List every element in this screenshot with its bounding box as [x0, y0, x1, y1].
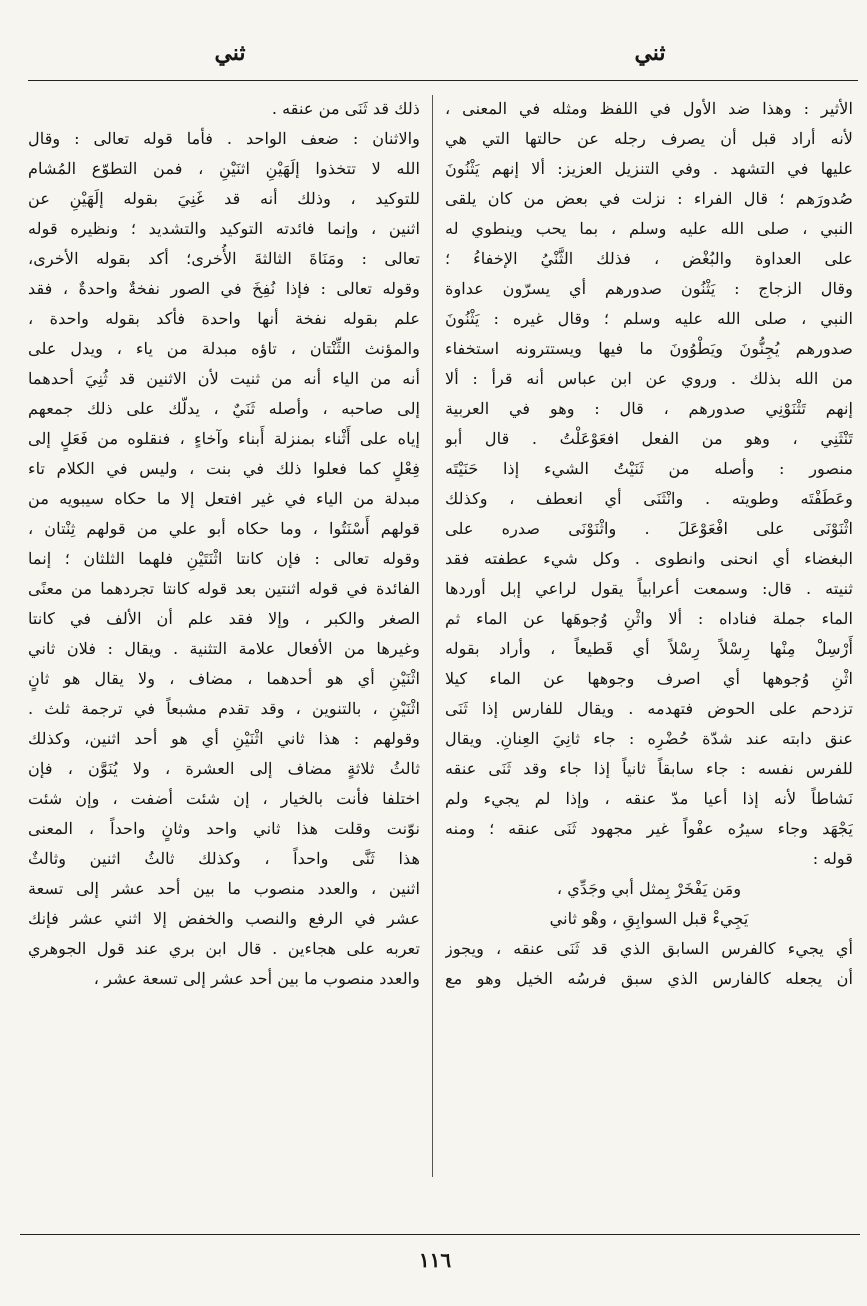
footer-rule — [20, 1234, 860, 1235]
column-divider — [432, 95, 433, 1177]
text-line: الأثير : وهذا ضد الأول في اللفظ ومثله في المعنى ، — [445, 99, 853, 118]
text-line: عشر في الرفع والنصب والخفض إلا اثني عشر فإنك — [28, 909, 420, 928]
text-line: والاثنان : ضعف الواحد . فأما قوله تعالى : وقال — [28, 129, 420, 148]
text-line: نَشاطاً لأنه إذا أعيا مدّ عنقه ، وإذا لم يجيء ولم — [445, 789, 853, 808]
text-line: تعالى : ومَنَاةَ الثالثةَ الأُخرى؛ أكد بقوله الأخرى، — [28, 249, 420, 268]
text-line: الصغر والكبر ، وإلا فقد علم أن الألف في كانتا — [28, 609, 420, 628]
text-line: إلى صاحبه ، وأصله ثَنَيٌ ، يدلّك على ذلك جمعهم — [28, 399, 420, 418]
text-line: علم بقوله نفخة أنها واحدة فأكد بقوله واحدة ، — [28, 309, 420, 328]
text-line: ثنيته . قال: وسمعت أعرابياً يقول لراعي إبل أوردها — [445, 579, 853, 598]
text-line: هذا ثَنَّى واحداً ، وكذلك ثالثُ اثنين وثالثٌ — [28, 849, 420, 868]
text-line: إياه على أَثْناء بمنزلة أَبناء وآخاءٍ ، فنقلوه من فَعَلٍ إلى — [28, 429, 420, 448]
right-column — [445, 94, 853, 994]
text-line: قولهم أَسْنَتُوا ، وما حكاه أبو علي من قولهم ثِنْتان ، — [28, 519, 420, 538]
text-line: نوّنت وقلت هذا ثاني واحد وثانٍ واحداً ، المعنى — [28, 819, 420, 838]
header-rule — [28, 80, 858, 81]
text-line: الماء جملة فناداه : ألا واثْنِ وُجوهَها عن الماء ثم — [445, 609, 853, 628]
text-line: أن يجعله كالفارس الذي سبق فرسُه الخيل وهو مع — [445, 969, 853, 988]
text-line: للتوكيد ، وذلك أنه قد غَنِيَ بقوله إلَهَيْنِ عن — [28, 189, 420, 208]
text-line: وقولهم : هذا ثاني اثْنَيْنِ أي هو أحد اثنين، وكذلك — [28, 729, 420, 748]
text-line: اثْنَيْنِ أي هو أحدهما ، مضاف ، ولا يقال هو ثانٍ — [28, 669, 420, 688]
text-line: عنق دابته عند شدّة حُضْرِه : جاء ثانِيَ العِنانِ. ويقال — [445, 729, 853, 748]
text-line: فِعْلٍ كما فعلوا ذلك في بنت ، وليس في الكلام تاء — [28, 459, 420, 478]
text-line: النبي ، صلى الله عليه وسلم ، بما يحب وينطوي له — [445, 219, 853, 238]
text-line: وغيرها من الأفعال علامة التثنية . ويقال : فلان ثاني — [28, 639, 420, 658]
text-line: من الله بذلك . وروي عن ابن عباس أنه قرأ : ألا — [445, 369, 853, 388]
text-line: اختلفا فأنت بالخيار ، إن شئت أضفت ، وإن شئت — [28, 789, 420, 808]
left-column — [28, 94, 420, 994]
verse-line: ومَن يَفْخَرْ بِمثل أبي وجَدِّي ، — [556, 879, 742, 898]
text-line: تعربه على هجاءين . قال ابن بري عند قول الجوهري — [28, 939, 420, 958]
text-line: اثْنَوْنَى على افْعَوْعَلَ . واثْنَوْنَى صدره على — [445, 519, 853, 538]
text-line: النبي ، صلى الله عليه وسلم ؛ وقال غيره : يَثْنُونَ — [445, 309, 853, 328]
page-number: ١١٦ — [418, 1248, 452, 1272]
text-line: والمؤنث الثِّنْتان ، تاؤه مبدلة من ياء ، ويدل على — [28, 339, 420, 358]
text-line: تَنْثَنِي ، وهو من الفعل افعَوْعَلْتُ . قال أبو — [445, 429, 853, 448]
text-line: الفائدة في قوله اثنتين بعد قوله كانتا تجردهما من معنًى — [28, 579, 420, 598]
verse-line: يَجِيءْ قبل السوابِقِ ، وهْو ثاني — [549, 909, 749, 928]
text-line: اثنين ، والعدد منصوب ما بين أحد عشر إلى تسعة — [28, 879, 420, 898]
text-line: صدورهم يُجِنُّونَ ويَطْوُونَ ما فيها ويستترونه استخفاء — [445, 339, 853, 358]
text-line: وقوله تعالى : فإن كانتا اثْنَتَيْنِ فلهما الثلثان ؛ إنما — [28, 549, 420, 568]
text-line: ثالثُ ثلاثةٍ مضاف إلى العشرة ، ولا يُنَوَّن ، فإن — [28, 759, 420, 778]
text-line: يَجْهَد وجاء سيرُه عفْواً غير مجهود ثَنَى عنقه ؛ ومنه — [445, 819, 853, 838]
text-line: أي يجيء كالفرس السابق الذي قد ثَنَى عنقه ، ويجوز — [445, 939, 853, 958]
text-line: اثْنِ وُجوهها أي اصرف وجوهها عن الماء كيلا — [445, 669, 853, 688]
text-line: تزدحم على الحوض فتهدمه . ويقال للفارس إذا ثَنَى — [445, 699, 853, 718]
text-line: وقوله تعالى : فإذا نُفِخَ في الصور نفخةٌ واحدةٌ ، فقد — [28, 279, 420, 298]
text-line: وقال الزجاج : يَثْنُون صدورهم أي يسرّون عداوة — [445, 279, 853, 298]
text-line: أنه من الياء أنه من ثنيت لأن الاثنين قد ثُنِيَ أحدهما — [28, 369, 420, 388]
text-line: للفرس نفسه : جاء سابقاً ثانياً إذا جاء وقد ثَنَى عنقه — [445, 759, 853, 778]
text-line: إنهم تَثْنَوْنِي صدورهم ، قال : وهو في العربية — [445, 399, 853, 418]
text-line: والعدد منصوب ما بين أحد عشر إلى تسعة عشر ، — [93, 969, 420, 988]
text-line: قوله : — [812, 849, 853, 868]
text-line: صُدورَهم ؛ قال الفراء : نزلت في بعض من كان يلقى — [445, 189, 853, 208]
text-line: منصور : وأصله من ثَنَيْتُ الشيء إذا حَنَيْتَه — [445, 459, 853, 478]
text-line: اثنين ، وإنما فائدته التوكيد والتشديد ؛ ونظيره قوله — [28, 219, 420, 238]
text-line: الله لا تتخذوا إلَهَيْنِ اثنَيْنِ ، فمن التطوّع المُشام — [28, 159, 420, 178]
text-line: وعَطَفْتَه وطويته . وانْثَنَى أي انعطف ، وكذلك — [445, 489, 853, 508]
header-entry-word-left: ثني — [214, 40, 246, 66]
text-line: البغضاء أي انحنى وانطوى . وكل شيء عطفته فقد — [445, 549, 853, 568]
text-line: أَرْسِلْ مِنْها رِسْلاً رِسْلاً أي قَطيعاً ، وأراد بقوله — [445, 639, 853, 658]
text-line: ذلك قد ثَنَى من عنقه . — [271, 99, 420, 118]
text-line: عليها في التشهد . وفي التنزيل العزيز: ألا إنهم يَثْنُونَ — [445, 159, 853, 178]
text-line: اثْنَيْنِ ، بالتنوين ، وقد تقدم مشبعاً في ترجمة ثلث . — [28, 699, 420, 718]
header-entry-word-right: ثني — [634, 40, 666, 66]
text-line: على العداوة والبُغْض ، فذلك الثَّنْيُ الإخفاءُ ؛ — [445, 249, 853, 268]
text-line: مبدلة من الياء في غير افتعل إلا ما حكاه سيبويه من — [28, 489, 420, 508]
text-line: لأنه أراد قبل أن يصرف رجله عن حالتها التي هي — [445, 129, 853, 148]
